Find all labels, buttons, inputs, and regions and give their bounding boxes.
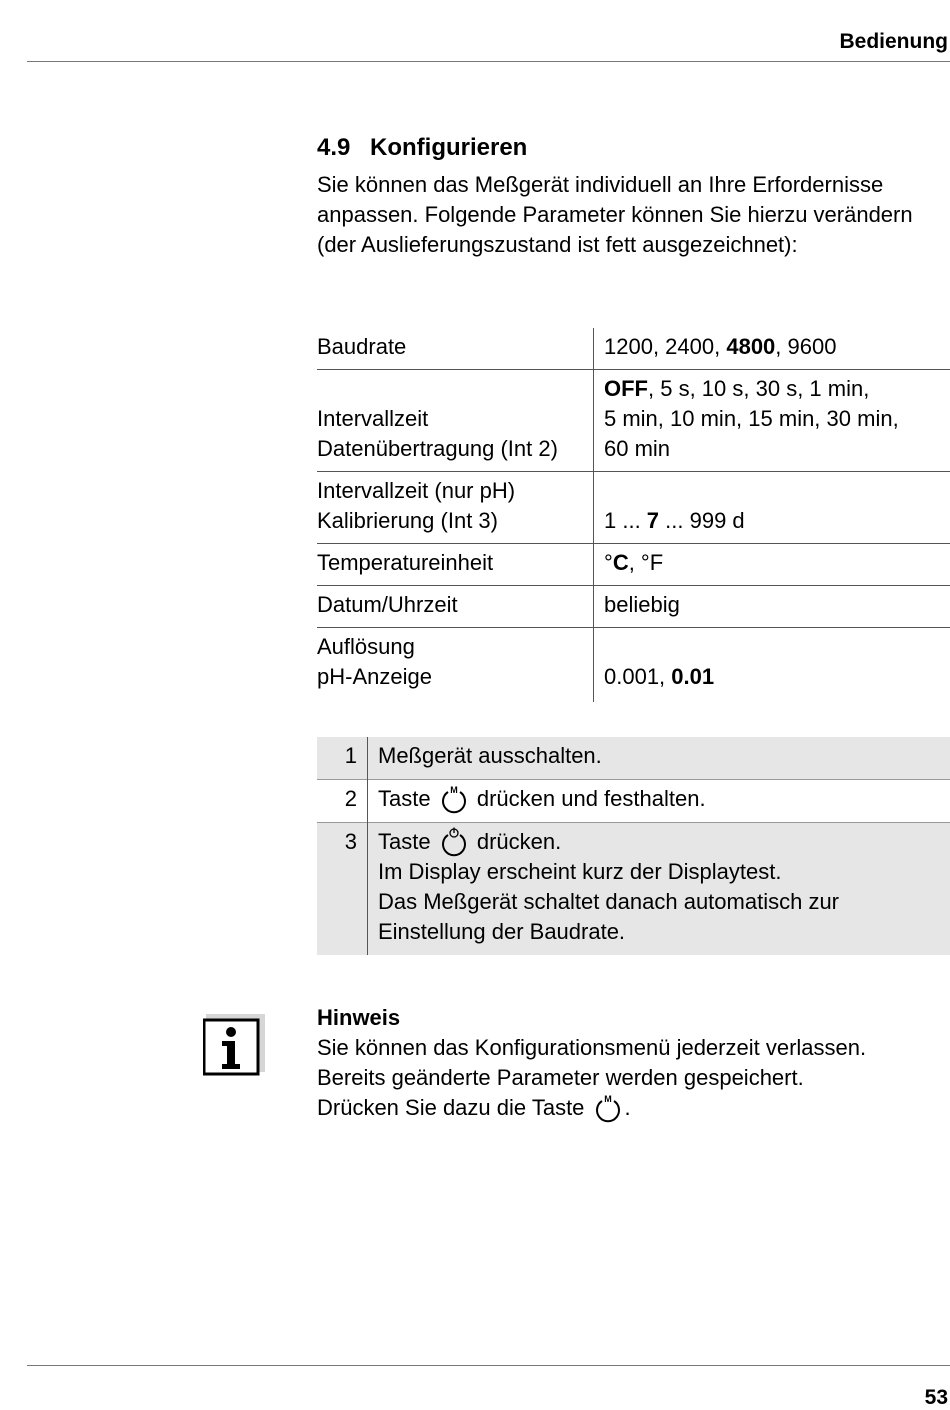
- default-value: OFF: [604, 376, 648, 401]
- step-line-text: Meßgerät ausschalten.: [378, 743, 602, 768]
- header-section-title: Bedienung: [840, 30, 949, 54]
- parameter-name-line: Baudrate: [317, 332, 593, 362]
- parameter-value: [594, 586, 950, 628]
- value-text: °: [604, 550, 613, 575]
- parameter-name: [317, 472, 594, 544]
- value-text: , 9600: [775, 334, 836, 359]
- note-title: Hinweis: [317, 1003, 950, 1033]
- default-value: 7: [647, 508, 659, 533]
- parameter-row: [317, 328, 950, 370]
- parameter-name-line: Intervallzeit (nur pH): [317, 476, 593, 506]
- parameter-value: [594, 328, 950, 370]
- parameter-name: [317, 328, 594, 370]
- step-line: Im Display erscheint kurz der Displaytest.: [378, 857, 950, 887]
- value-text: , 5 s, 10 s, 30 s, 1 min, 5 min, 10 min, 15 min, 30 min, 60 min: [604, 376, 899, 461]
- m-key-icon: [439, 784, 469, 814]
- section-title: [317, 134, 950, 162]
- svg-text:M: M: [450, 785, 458, 795]
- step-row: [317, 823, 950, 956]
- parameter-value: [594, 370, 950, 472]
- default-value: 0.01: [671, 664, 714, 689]
- note-line-text: Drücken Sie dazu die Taste: [317, 1095, 584, 1120]
- parameter-name-line: pH-Anzeige: [317, 662, 593, 692]
- parameter-name-line: Datenübertragung (Int 2): [317, 434, 593, 464]
- step-text: [368, 737, 950, 780]
- step-line-text: Taste: [378, 829, 431, 854]
- step-text: [368, 823, 950, 956]
- note-line: Sie können das Konfigurationsmenü jederzeit verlassen.: [317, 1033, 950, 1063]
- step-text: [368, 780, 950, 823]
- step-number: 2: [317, 780, 368, 823]
- section-number: 4.9: [317, 134, 370, 162]
- default-value: C: [613, 550, 629, 575]
- parameter-row: [317, 586, 950, 628]
- parameter-row: [317, 544, 950, 586]
- parameter-name: [317, 370, 594, 472]
- step-line: [378, 827, 950, 857]
- step-number: 3: [317, 823, 368, 956]
- parameter-row: [317, 628, 950, 703]
- step-row: [317, 780, 950, 823]
- value-text: ... 999 d: [659, 508, 745, 533]
- info-icon: [203, 1014, 265, 1076]
- note-line: Bereits geänderte Parameter werden gespeichert.: [317, 1063, 950, 1093]
- parameter-row: [317, 370, 950, 472]
- parameter-name: [317, 628, 594, 703]
- steps-table: [317, 737, 950, 955]
- step-line: [378, 784, 950, 814]
- step-line: Das Meßgerät schaltet danach automatisch zur Einstellung der Baudrate.: [378, 887, 950, 947]
- section-title-text: Konfigurieren: [370, 134, 527, 161]
- step-row: [317, 737, 950, 780]
- note: [317, 1003, 950, 1123]
- parameter-name: [317, 544, 594, 586]
- page-number: 53: [925, 1386, 948, 1410]
- step-line-text: drücken und festhalten.: [477, 786, 706, 811]
- svg-text:M: M: [604, 1094, 612, 1104]
- default-value: 4800: [726, 334, 775, 359]
- header-rule: [27, 61, 950, 62]
- footer-rule: [27, 1365, 950, 1366]
- parameter-name: [317, 586, 594, 628]
- parameter-name-line: Intervallzeit: [317, 404, 593, 434]
- note-line: [317, 1093, 950, 1123]
- parameter-name-line: Datum/Uhrzeit: [317, 590, 593, 620]
- value-text: 1200, 2400,: [604, 334, 726, 359]
- step-line: [378, 741, 950, 771]
- parameter-value: [594, 628, 950, 703]
- value-text: 1 ...: [604, 508, 647, 533]
- value-text: , °F: [629, 550, 663, 575]
- value-text: 0.001,: [604, 664, 671, 689]
- parameter-row: [317, 472, 950, 544]
- step-line-text: Taste: [378, 786, 431, 811]
- step-line-text: drücken.: [477, 829, 561, 854]
- value-text: beliebig: [604, 592, 680, 617]
- parameter-name-line: Kalibrierung (Int 3): [317, 506, 593, 536]
- m-key-icon: [593, 1093, 623, 1123]
- note-line-end: .: [625, 1095, 631, 1120]
- parameter-name-line: Auflösung: [317, 632, 593, 662]
- parameter-value: [594, 472, 950, 544]
- power-key-icon: [439, 827, 469, 857]
- parameter-table: [317, 328, 950, 702]
- intro-paragraph: Sie können das Meßgerät individuell an Ihre Erfordernisse anpassen. Folgende Parameter können Sie hierzu verändern (der Auslieferungszustand ist fett ausgezeichnet):: [317, 170, 947, 260]
- step-number: 1: [317, 737, 368, 780]
- parameter-value: [594, 544, 950, 586]
- parameter-name-line: Temperatureinheit: [317, 548, 593, 578]
